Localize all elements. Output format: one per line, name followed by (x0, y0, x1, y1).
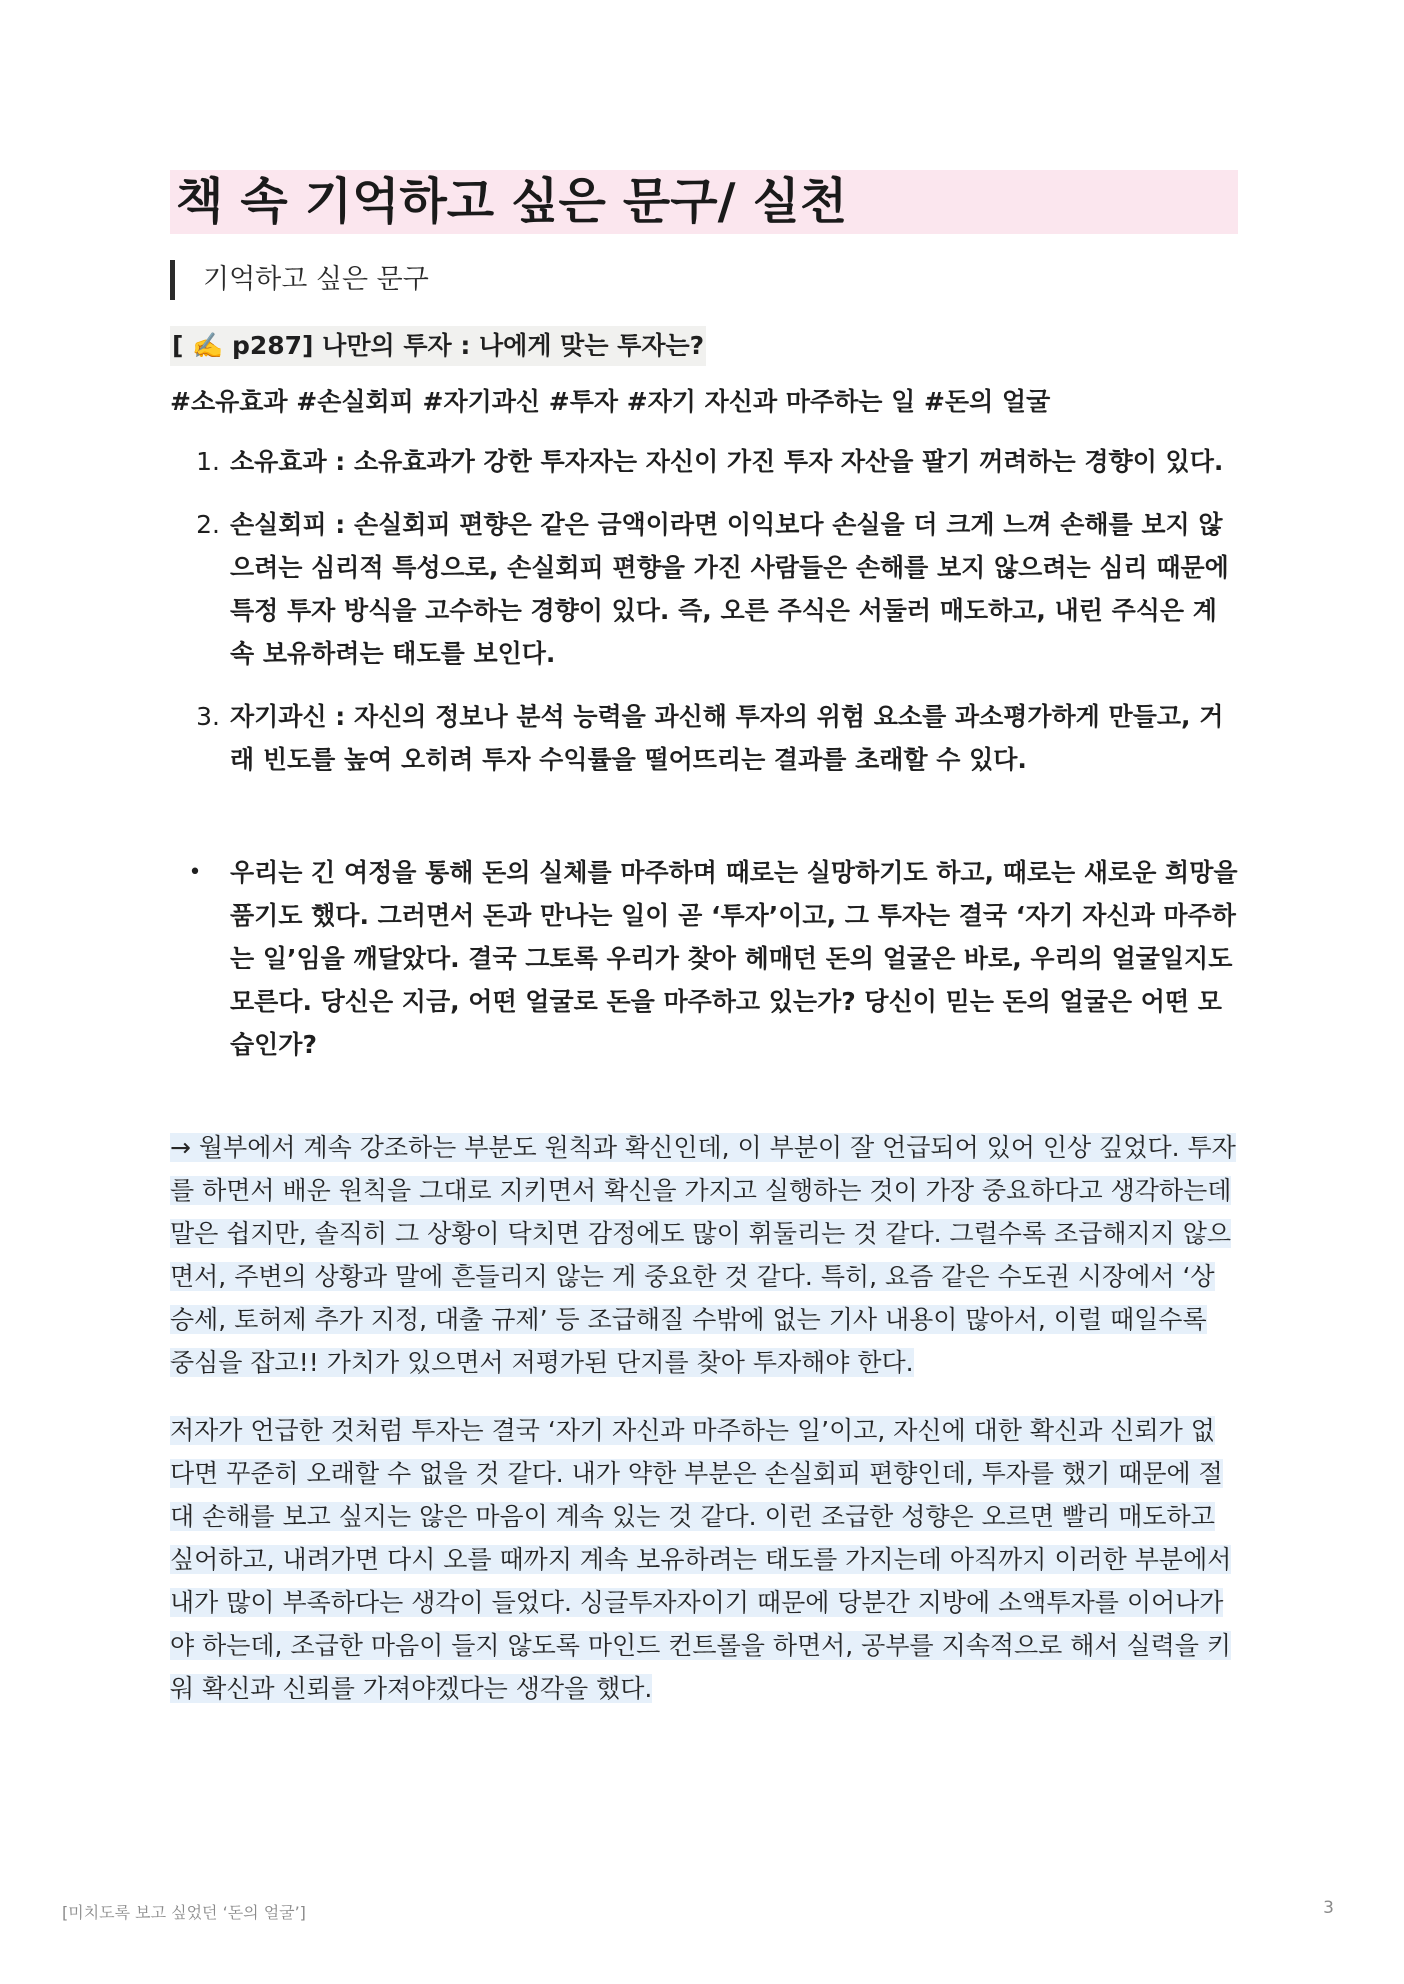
bullet-list-item (170, 851, 1238, 1066)
numbered-list (170, 440, 1238, 781)
highlighted-text: → 월부에서 계속 강조하는 부분도 원칙과 확신인데, 이 부분이 잘 언급되어 있어 인상 깊었다. 투자를 하면서 배운 원칙을 그대로 지키면서 확신을 가지고 실행하는 것이 가장 중요하다고 생각하는데 말은 쉽지만, 솔직히 그 상황이 닥치면 감정에도 많이 휘둘리는 것 같다. 그럴수록 조급해지지 않으면서, 주변의 상황과 말에 흔들리지 않는 게 중요한 것 같다. 특히, 요즘 같은 수도권 시장에서 ‘상승세, 토허제 추가 지정, 대출 규제’ 등 조급해질 수밖에 없는 기사 내용이 많아서, 이럴 때일수록 중심을 잡고!! 가치가 있으면서 저평가된 단지를 찾아 투자해야 한다. (170, 1133, 1236, 1377)
list-item-text: 소유효과 : 소유효과가 강한 투자자는 자신이 가진 투자 자산을 팔기 꺼려하는 경향이 있다. (230, 447, 1224, 476)
highlighted-text: 저자가 언급한 것처럼 투자는 결국 ‘자기 자신과 마주하는 일’이고, 자신에 대한 확신과 신뢰가 없다면 꾸준히 오래할 수 없을 것 같다. 내가 약한 부분은 손실회피 편향인데, 투자를 했기 때문에 절대 손해를 보고 싶지는 않은 마음이 계속 있는 것 같다. 이런 조급한 성향은 오르면 빨리 매도하고 싶어하고, 내려가면 다시 오를 때까지 계속 보유하려는 태도를 가지는데 아직까지 이러한 부분에서 내가 많이 부족하다는 생각이 들었다. 싱글투자자이기 때문에 당분간 지방에 소액투자를 이어나가야 하는데, 조급한 마음이 들지 않도록 마인드 컨트롤을 하면서, 공부를 지속적으로 해서 실력을 키워 확신과 신뢰를 가져야겠다는 생각을 했다. (170, 1416, 1232, 1703)
list-number: 3. (196, 702, 220, 731)
list-item-text: 손실회피 : 손실회피 편향은 같은 금액이라면 이익보다 손실을 더 크게 느껴 손해를 보지 않으려는 심리적 특성으로, 손실회피 편향을 가진 사람들은 손해를 보지 않으려는 심리 때문에 특정 투자 방식을 고수하는 경향이 있다. 즉, 오른 주식은 서둘러 매도하고, 내린 주식은 계속 보유하려는 태도를 보인다. (230, 510, 1229, 668)
hashtags: #소유효과 #손실회피 #자기과신 #투자 #자기 자신과 마주하는 일 #돈의 얼굴 (170, 387, 1051, 416)
page-content (170, 170, 1238, 1735)
bullet-list (170, 851, 1238, 1066)
reflection-paragraph (170, 1409, 1238, 1710)
numbered-list-item (170, 503, 1238, 675)
numbered-list-item (170, 440, 1238, 483)
bullet-item-text: 우리는 긴 여정을 통해 돈의 실체를 마주하며 때로는 실망하기도 하고, 때로는 새로운 희망을 품기도 했다. 그러면서 돈과 만나는 일이 곧 ‘투자’이고, 그 투자는 결국 ‘자기 자신과 마주하는 일’임을 깨달았다. 결국 그토록 우리가 찾아 헤매던 돈의 얼굴은 바로, 우리의 얼굴일지도 모른다. 당신은 지금, 어떤 얼굴로 돈을 마주하고 있는가? 당신이 믿는 돈의 얼굴은 어떤 모습인가? (230, 858, 1238, 1059)
reflection-paragraph (170, 1126, 1238, 1384)
list-number: 1. (196, 447, 220, 476)
footer-book-title: [미치도록 보고 싶었던 ‘돈의 얼굴’] (62, 1903, 306, 1922)
bullet-icon: • (188, 860, 202, 885)
numbered-list-item (170, 695, 1238, 781)
page-number: 3 (1323, 1898, 1334, 1918)
reference-heading: [ ✍️ p287] 나만의 투자 : 나에게 맞는 투자는? (170, 326, 706, 366)
list-item-text: 자기과신 : 자신의 정보나 분석 능력을 과신해 투자의 위험 요소를 과소평가하게 만들고, 거래 빈도를 높여 오히려 투자 수익률을 떨어뜨리는 결과를 초래할 수 있다. (230, 702, 1224, 774)
page-title: 책 속 기억하고 싶은 문구/ 실천 (170, 170, 1238, 234)
quote-block: 기억하고 싶은 문구 (170, 260, 1238, 300)
list-number: 2. (196, 510, 220, 539)
